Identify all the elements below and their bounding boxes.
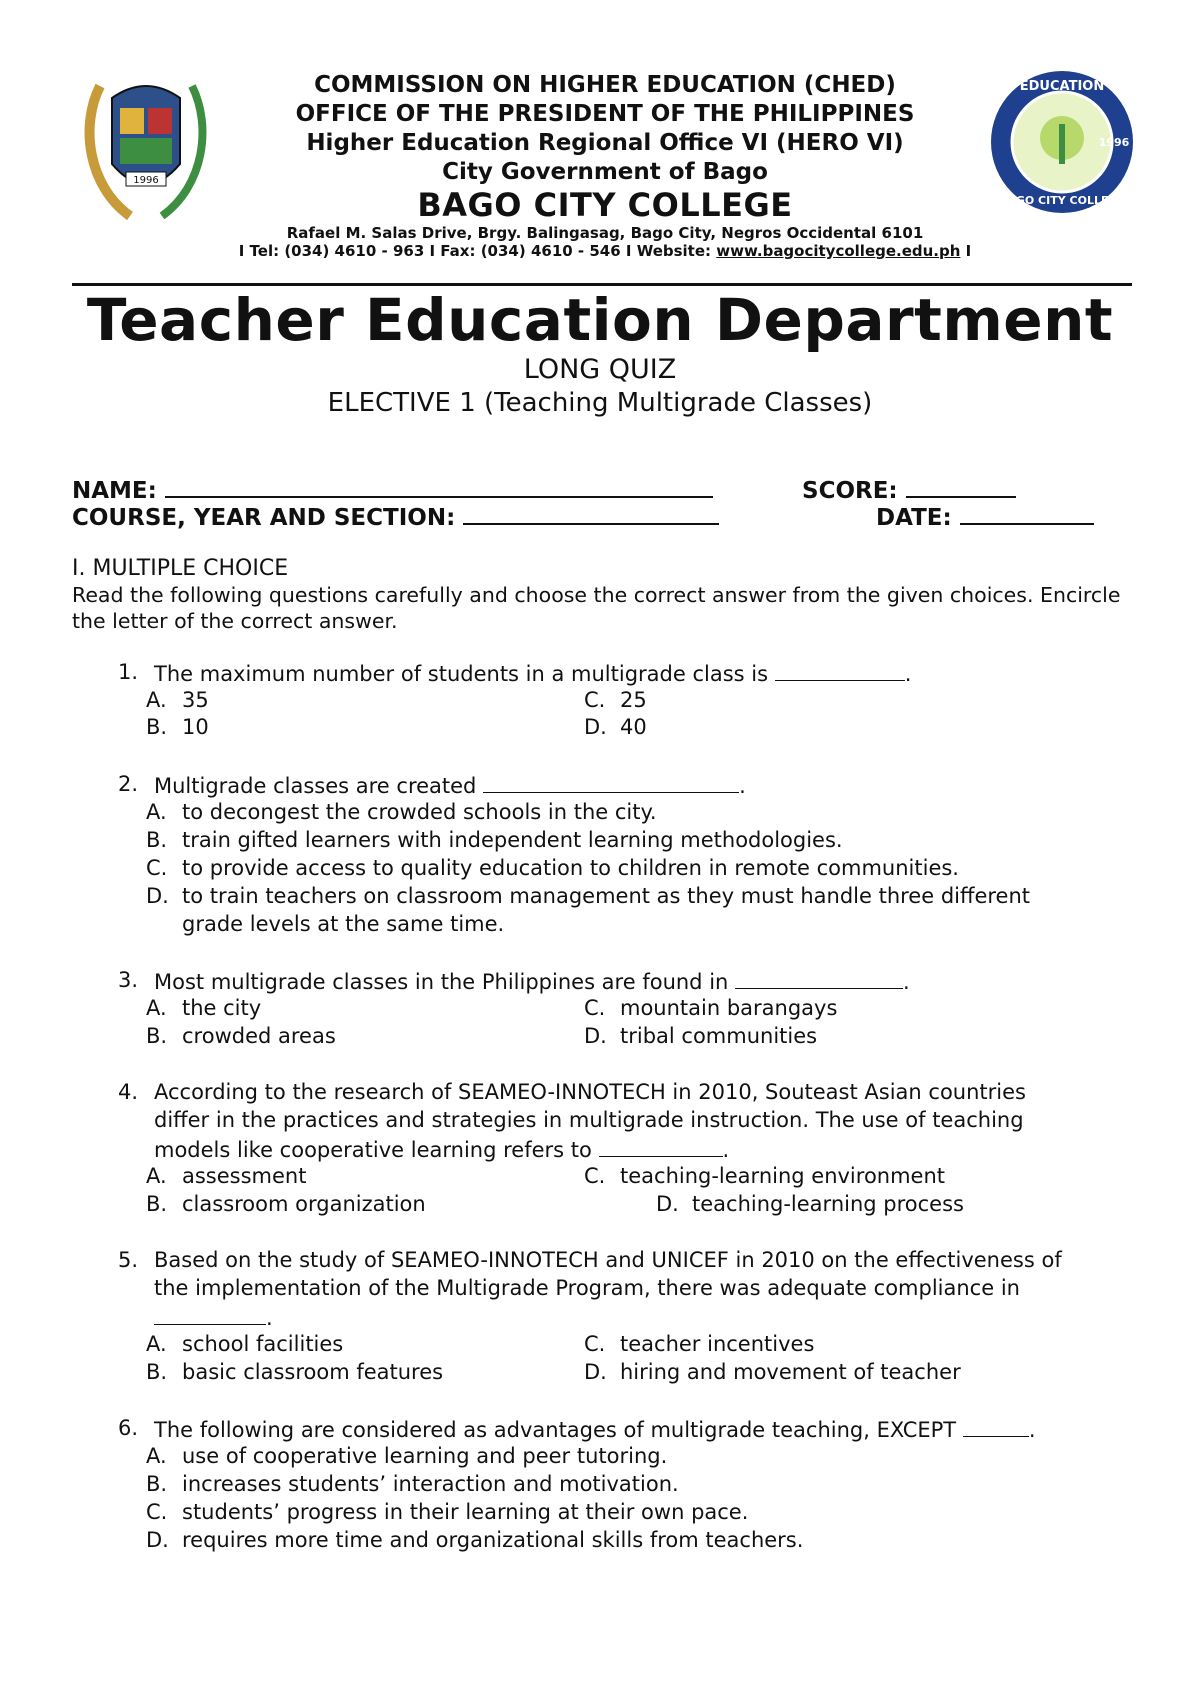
option-text: 25	[620, 688, 647, 712]
course-field	[72, 501, 719, 531]
option-text: increases students’ interaction and motivation.	[182, 1472, 679, 1496]
website-link[interactable]: www.bagocitycollege.edu.ph	[716, 242, 961, 260]
option[interactable]	[146, 1500, 748, 1524]
question-5-line-2: the implementation of the Multigrade Program, there was adequate compliance in	[154, 1276, 1020, 1300]
option-text: use of cooperative learning and peer tutoring.	[182, 1444, 668, 1468]
quiz-title: LONG QUIZ	[523, 354, 677, 385]
date-field	[876, 501, 1094, 531]
option[interactable]	[584, 715, 647, 739]
option-text: teacher incentives	[620, 1332, 815, 1356]
option-letter: B.	[146, 715, 168, 739]
option-letter: B.	[146, 1024, 168, 1048]
option[interactable]	[146, 715, 209, 739]
option[interactable]	[146, 828, 843, 852]
option-text: to decongest the crowded schools in the city.	[182, 800, 657, 824]
question-2	[154, 772, 746, 798]
option-letter: C.	[146, 856, 168, 880]
option[interactable]	[146, 1360, 443, 1384]
option[interactable]	[146, 1024, 336, 1048]
question-number: 2.	[118, 772, 139, 796]
option-letter: C.	[584, 688, 606, 712]
question-6	[154, 1416, 1036, 1442]
option[interactable]	[584, 1360, 961, 1384]
option-letter: B.	[146, 1192, 168, 1216]
option-letter: D.	[146, 884, 169, 908]
course-blank[interactable]	[463, 501, 719, 525]
answer-blank[interactable]	[963, 1416, 1029, 1437]
option[interactable]	[146, 1444, 667, 1468]
question-text: The maximum number of students in a multigrade class is	[154, 662, 769, 686]
option-text: 40	[620, 715, 647, 739]
question-number: 1.	[118, 660, 139, 684]
option-text: 35	[182, 688, 209, 712]
college-contact	[230, 242, 980, 260]
option[interactable]	[584, 1164, 945, 1188]
option-letter: B.	[146, 1360, 168, 1384]
question-text: The following are considered as advantages of multigrade teaching, EXCEPT	[154, 1418, 957, 1442]
option-text: school facilities	[182, 1332, 344, 1356]
option-text: teaching-learning environment	[620, 1164, 946, 1188]
section-instructions: Read the following questions carefully and choose the correct answer from the given choices. Encircle the letter of the correct answer.	[72, 583, 1121, 633]
option-text: mountain barangays	[620, 996, 838, 1020]
question-1	[154, 660, 911, 686]
answer-blank[interactable]	[775, 660, 905, 681]
option[interactable]	[146, 1164, 306, 1188]
option[interactable]	[146, 1528, 803, 1552]
option-text: assessment	[182, 1164, 307, 1188]
option-letter: D.	[656, 1192, 679, 1216]
option-letter: D.	[584, 715, 607, 739]
answer-blank[interactable]	[599, 1136, 723, 1157]
answer-blank[interactable]	[154, 1304, 266, 1325]
option-letter: A.	[146, 1332, 167, 1356]
option-letter: B.	[146, 828, 168, 852]
question-5-line-3	[154, 1304, 273, 1330]
score-blank[interactable]	[906, 474, 1016, 498]
option-letter: D.	[584, 1024, 607, 1048]
option-text: to train teachers on classroom management as they must handle three different	[182, 884, 1031, 908]
option-letter: C.	[146, 1500, 168, 1524]
option-letter: C.	[584, 1332, 606, 1356]
course-title: ELECTIVE 1 (Teaching Multigrade Classes)	[327, 388, 873, 418]
education-seal-icon	[988, 68, 1136, 216]
college-address: Rafael M. Salas Drive, Brgy. Balingasag, Bago City, Negros Occidental 6101	[286, 224, 924, 242]
option[interactable]	[146, 996, 261, 1020]
college-name: BAGO CITY COLLEGE	[417, 186, 793, 224]
option-text: crowded areas	[182, 1024, 336, 1048]
college-seal-icon	[70, 66, 222, 224]
contact-prefix: I Tel: (034) 4610 - 963 I Fax: (034) 4610 - 546 I Website:	[238, 242, 717, 260]
question-3	[154, 968, 910, 994]
question-5-line-1: Based on the study of SEAMEO-INNOTECH and UNICEF in 2010 on the effectiveness of	[154, 1248, 1062, 1272]
seal-right-year: 1996	[1098, 136, 1130, 149]
option-text: basic classroom features	[182, 1360, 444, 1384]
question-4-line-1: According to the research of SEAMEO-INNOTECH in 2010, Souteast Asian countries	[154, 1080, 1026, 1104]
question-end: .	[722, 1138, 730, 1162]
option-letter: A.	[146, 1444, 167, 1468]
option[interactable]	[146, 856, 959, 880]
option-text: hiring and movement of teacher	[620, 1360, 961, 1384]
header-line-4: City Government of Bago	[442, 159, 768, 185]
option-letter: A.	[146, 800, 167, 824]
question-end: .	[739, 774, 746, 798]
option-letter: D.	[146, 1528, 169, 1552]
name-field	[72, 474, 713, 504]
name-label: NAME:	[72, 478, 157, 504]
name-blank[interactable]	[165, 474, 713, 498]
option[interactable]	[146, 688, 209, 712]
option-letter: C.	[584, 1164, 606, 1188]
option-letter: C.	[584, 996, 606, 1020]
answer-blank[interactable]	[483, 772, 739, 793]
seal-right-top: EDUCATION	[1019, 79, 1105, 94]
question-end: .	[904, 662, 912, 686]
course-label: COURSE, YEAR AND SECTION:	[72, 505, 456, 531]
question-end: .	[1028, 1418, 1036, 1442]
question-end: .	[903, 970, 910, 994]
department-title: Teacher Education Department	[86, 286, 1114, 354]
option[interactable]	[146, 884, 1030, 908]
option[interactable]	[584, 688, 647, 712]
option-letter: A.	[146, 996, 167, 1020]
option-text: classroom organization	[182, 1192, 426, 1216]
option-continuation: grade levels at the same time.	[182, 912, 505, 936]
header-line-3: Higher Education Regional Office VI (HERO VI)	[306, 130, 904, 156]
option[interactable]	[584, 1332, 814, 1356]
option-letter: D.	[584, 1360, 607, 1384]
option-text: 10	[182, 715, 209, 739]
option[interactable]	[146, 1472, 679, 1496]
option[interactable]	[146, 1332, 343, 1356]
option-text: teaching-learning process	[692, 1192, 964, 1216]
question-4-line-2: differ in the practices and strategies in multigrade instruction. The use of teaching	[154, 1108, 1024, 1132]
option-letter: A.	[146, 688, 167, 712]
option[interactable]	[656, 1192, 964, 1216]
header-line-1: COMMISSION ON HIGHER EDUCATION (CHED)	[314, 72, 896, 98]
option-text: requires more time and organizational skills from teachers.	[182, 1528, 804, 1552]
header-line-2: OFFICE OF THE PRESIDENT OF THE PHILIPPINES	[295, 101, 915, 127]
option-letter: B.	[146, 1472, 168, 1496]
option[interactable]	[584, 1024, 817, 1048]
option[interactable]	[584, 996, 837, 1020]
question-number: 5.	[118, 1248, 139, 1272]
contact-suffix: I	[960, 242, 972, 260]
option[interactable]	[146, 800, 657, 824]
question-number: 3.	[118, 968, 139, 992]
question-4-line-3	[154, 1136, 729, 1162]
question-number: 4.	[118, 1080, 139, 1104]
option-letter: A.	[146, 1164, 167, 1188]
option-text: tribal communities	[620, 1024, 818, 1048]
option-text: train gifted learners with independent learning methodologies.	[182, 828, 843, 852]
date-label: DATE:	[876, 505, 952, 531]
question-number: 6.	[118, 1416, 139, 1440]
question-text: Multigrade classes are created	[154, 774, 477, 798]
seal-right-bottom: BAGO CITY COLLEGE	[998, 194, 1126, 207]
date-blank[interactable]	[960, 501, 1094, 525]
question-text: Most multigrade classes in the Philippines are found in	[154, 970, 729, 994]
answer-blank[interactable]	[735, 968, 903, 989]
option-text: the city	[182, 996, 262, 1020]
option[interactable]	[146, 1192, 426, 1216]
score-field	[802, 474, 1016, 504]
option-text: students’ progress in their learning at their own pace.	[182, 1500, 749, 1524]
question-end: .	[266, 1306, 273, 1330]
option-text: to provide access to quality education to children in remote communities.	[182, 856, 959, 880]
section-title: I. MULTIPLE CHOICE	[72, 556, 289, 581]
score-label: SCORE:	[802, 478, 898, 504]
seal-left-year: 1996	[133, 175, 159, 186]
question-text: models like cooperative learning refers to	[154, 1138, 592, 1162]
